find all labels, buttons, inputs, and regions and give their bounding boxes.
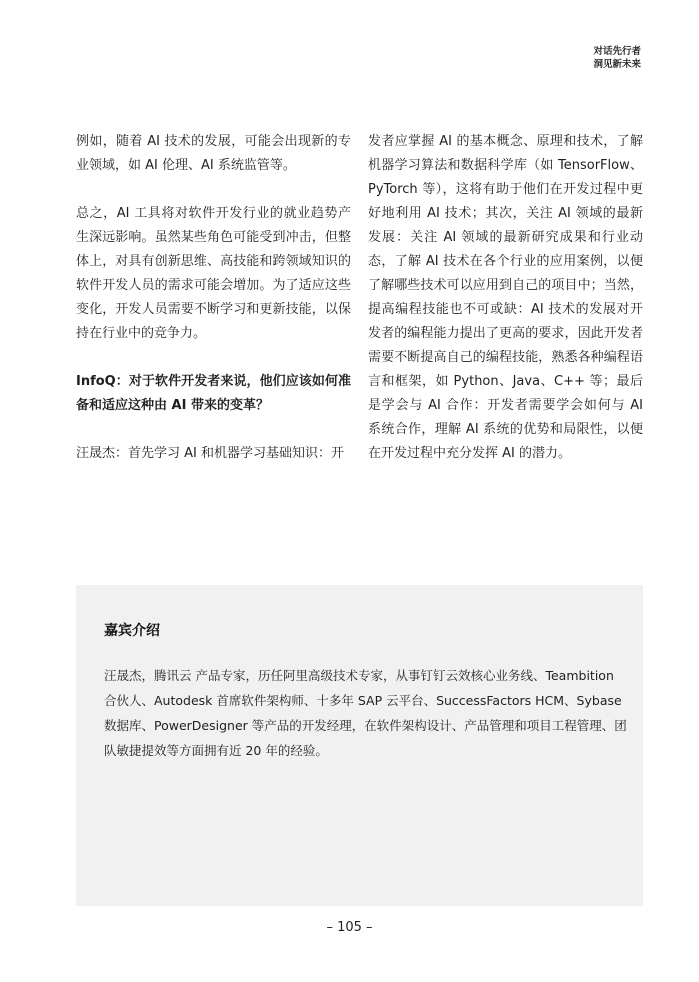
page-number: – 105 –: [326, 920, 373, 935]
header-line-2: 洞见新未来: [593, 59, 641, 70]
guest-intro-box: [76, 585, 643, 906]
interview-answer-start: 汪晟杰：首先学习 AI 和机器学习基础知识：开: [76, 446, 344, 461]
interview-question: InfoQ：对于软件开发者来说，他们应该如何准备和适应这种由 AI 带来的变革？: [76, 374, 351, 413]
paragraph: 总之，AI 工具将对软件开发行业的就业趋势产生深远影响。虽然某些角色可能受到冲击，但整体上，对具有创新思维、高技能和跨领域知识的软件开发人员的需求可能会增加。为了适应这些变化，开发人员需要不断学习和更新技能，以保持在行业中的竞争力。: [76, 206, 351, 341]
left-column: [76, 130, 351, 466]
guest-intro-title: 嘉宾介绍: [104, 623, 160, 639]
right-column: [368, 130, 643, 466]
header-line-1: 对话先行者: [593, 46, 641, 57]
guest-intro-body: 汪晟杰，腾讯云 产品专家，历任阿里高级技术专家，从事钉钉云效核心业务线、Teambition 合伙人、Autodesk 首席软件架构师、十多年 SAP 云平台、SuccessFactors HCM、Sybase 数据库、PowerDesigner 等产品的开发经理，在软件架构设计、产品管理和项目工程管理、团队敏捷提效等方面拥有近 20 年的经验。: [104, 668, 627, 758]
paragraph: 例如，随着 AI 技术的发展，可能会出现新的专业领域，如 AI 伦理、AI 系统监管等。: [76, 134, 351, 173]
page-header: [593, 45, 641, 71]
interview-answer-continued: 发者应掌握 AI 的基本概念、原理和技术，了解机器学习算法和数据科学库（如 TensorFlow、PyTorch 等），这将有助于他们在开发过程中更好地利用 AI 技术；其次，关注 AI 领域的最新发展：关注 AI 领域的最新研究成果和行业动态，了解 AI 技术在各个行业的应用案例，以便了解哪些技术可以应用到自己的项目中；当然，提高编程技能也不可或缺：AI 技术的发展对开发者的编程能力提出了更高的要求，因此开发者需要不断提高自己的编程技能，熟悉各种编程语言和框架，如 Python、Java、C++ 等；最后是学会与 AI 合作：开发者需要学会如何与 AI 系统合作，理解 AI 系统的优势和局限性，以便在开发过程中充分发挥 AI 的潜力。: [368, 134, 643, 461]
